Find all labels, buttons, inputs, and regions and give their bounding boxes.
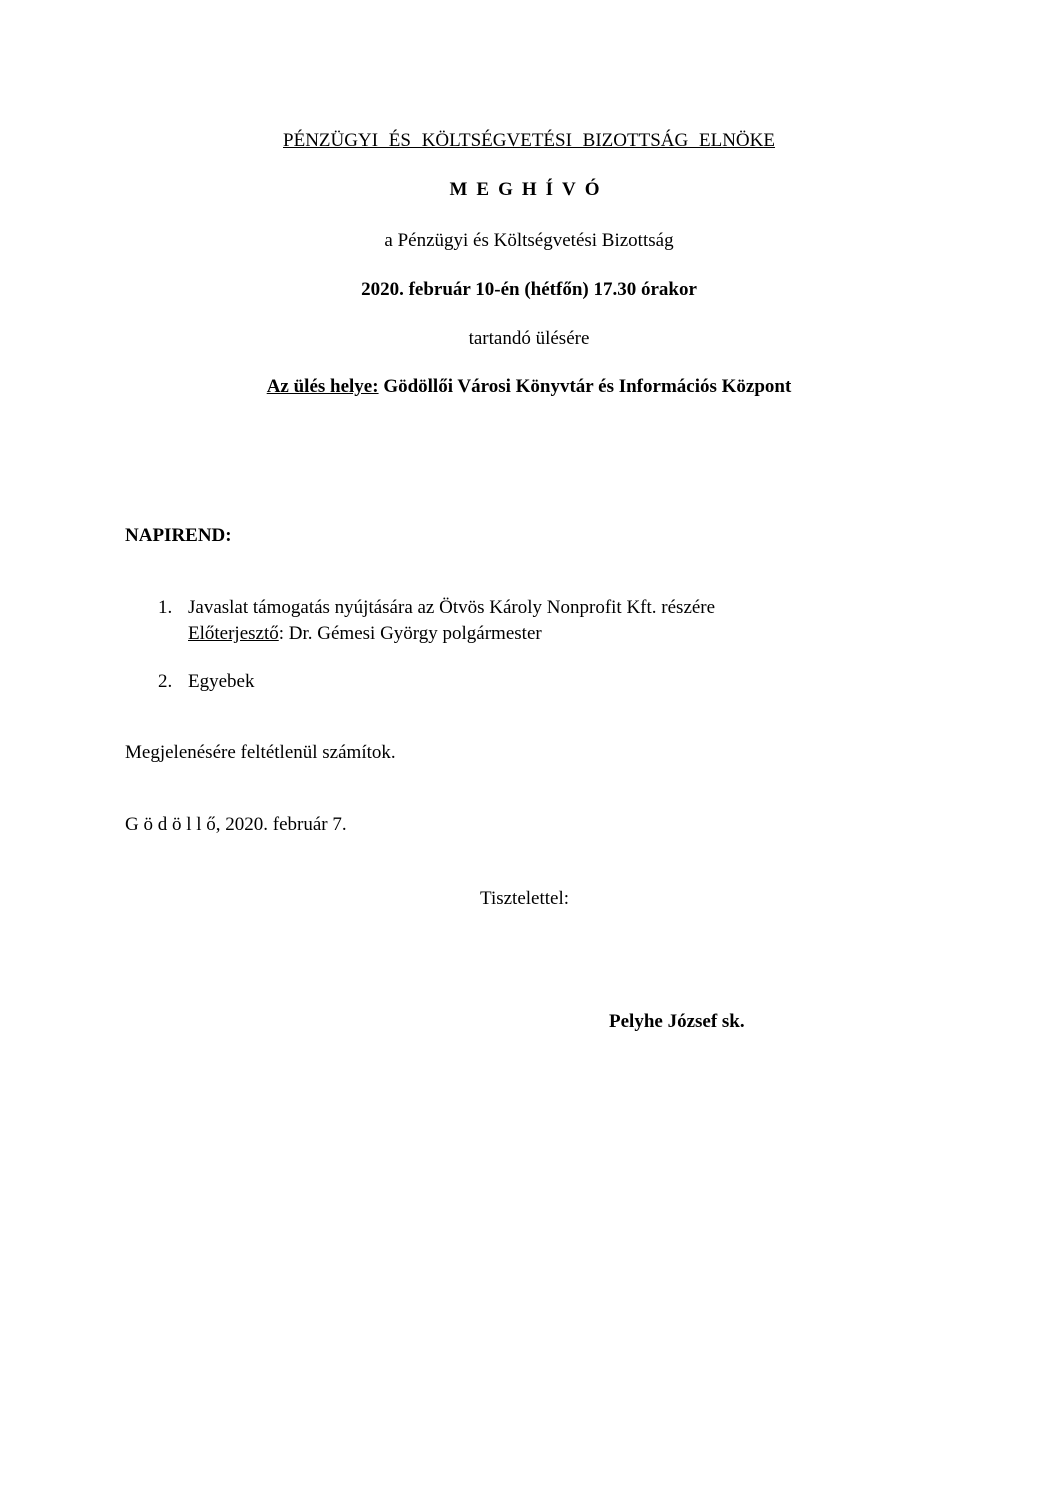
venue-line — [0, 377, 1058, 396]
venue-value: Gödöllői Városi Könyvtár és Információs Központ — [383, 376, 792, 397]
agenda-item-text: Egyebek — [188, 671, 255, 692]
agenda-heading: NAPIREND: — [125, 525, 232, 546]
committee-name: a Pénzügyi és Költségvetési Bizottság — [384, 230, 674, 251]
agenda-item-1 — [158, 598, 715, 617]
committee-chair-heading: PÉNZÜGYI ÉS KÖLTSÉGVETÉSI BIZOTTSÁG ELNÖKE — [283, 130, 775, 151]
agenda-item-number: 1. — [158, 597, 173, 618]
venue-label: Az ülés helye: — [266, 376, 379, 397]
signatory-name: Pelyhe József sk. — [609, 1011, 745, 1032]
presenter-name: : Dr. Gémesi György polgármester — [278, 623, 542, 644]
salutation: Tisztelettel: — [480, 888, 570, 909]
agenda-item-1-presenter — [188, 624, 542, 643]
meeting-datetime: 2020. február 10-én (hétfőn) 17.30 órakor — [361, 279, 697, 300]
agenda-item-2 — [158, 672, 254, 691]
presenter-label: Előterjesztő — [188, 623, 279, 644]
meeting-text: tartandó ülésére — [468, 328, 590, 349]
agenda-item-number: 2. — [158, 671, 173, 692]
agenda-item-text: Javaslat támogatás nyújtására az Ötvös Károly Nonprofit Kft. részére — [188, 597, 716, 618]
attendance-request: Megjelenésére feltétlenül számítok. — [125, 742, 396, 763]
place-and-date: G ö d ö l l ő, 2020. február 7. — [125, 814, 347, 835]
document-title: MEGHÍVÓ — [449, 179, 609, 200]
